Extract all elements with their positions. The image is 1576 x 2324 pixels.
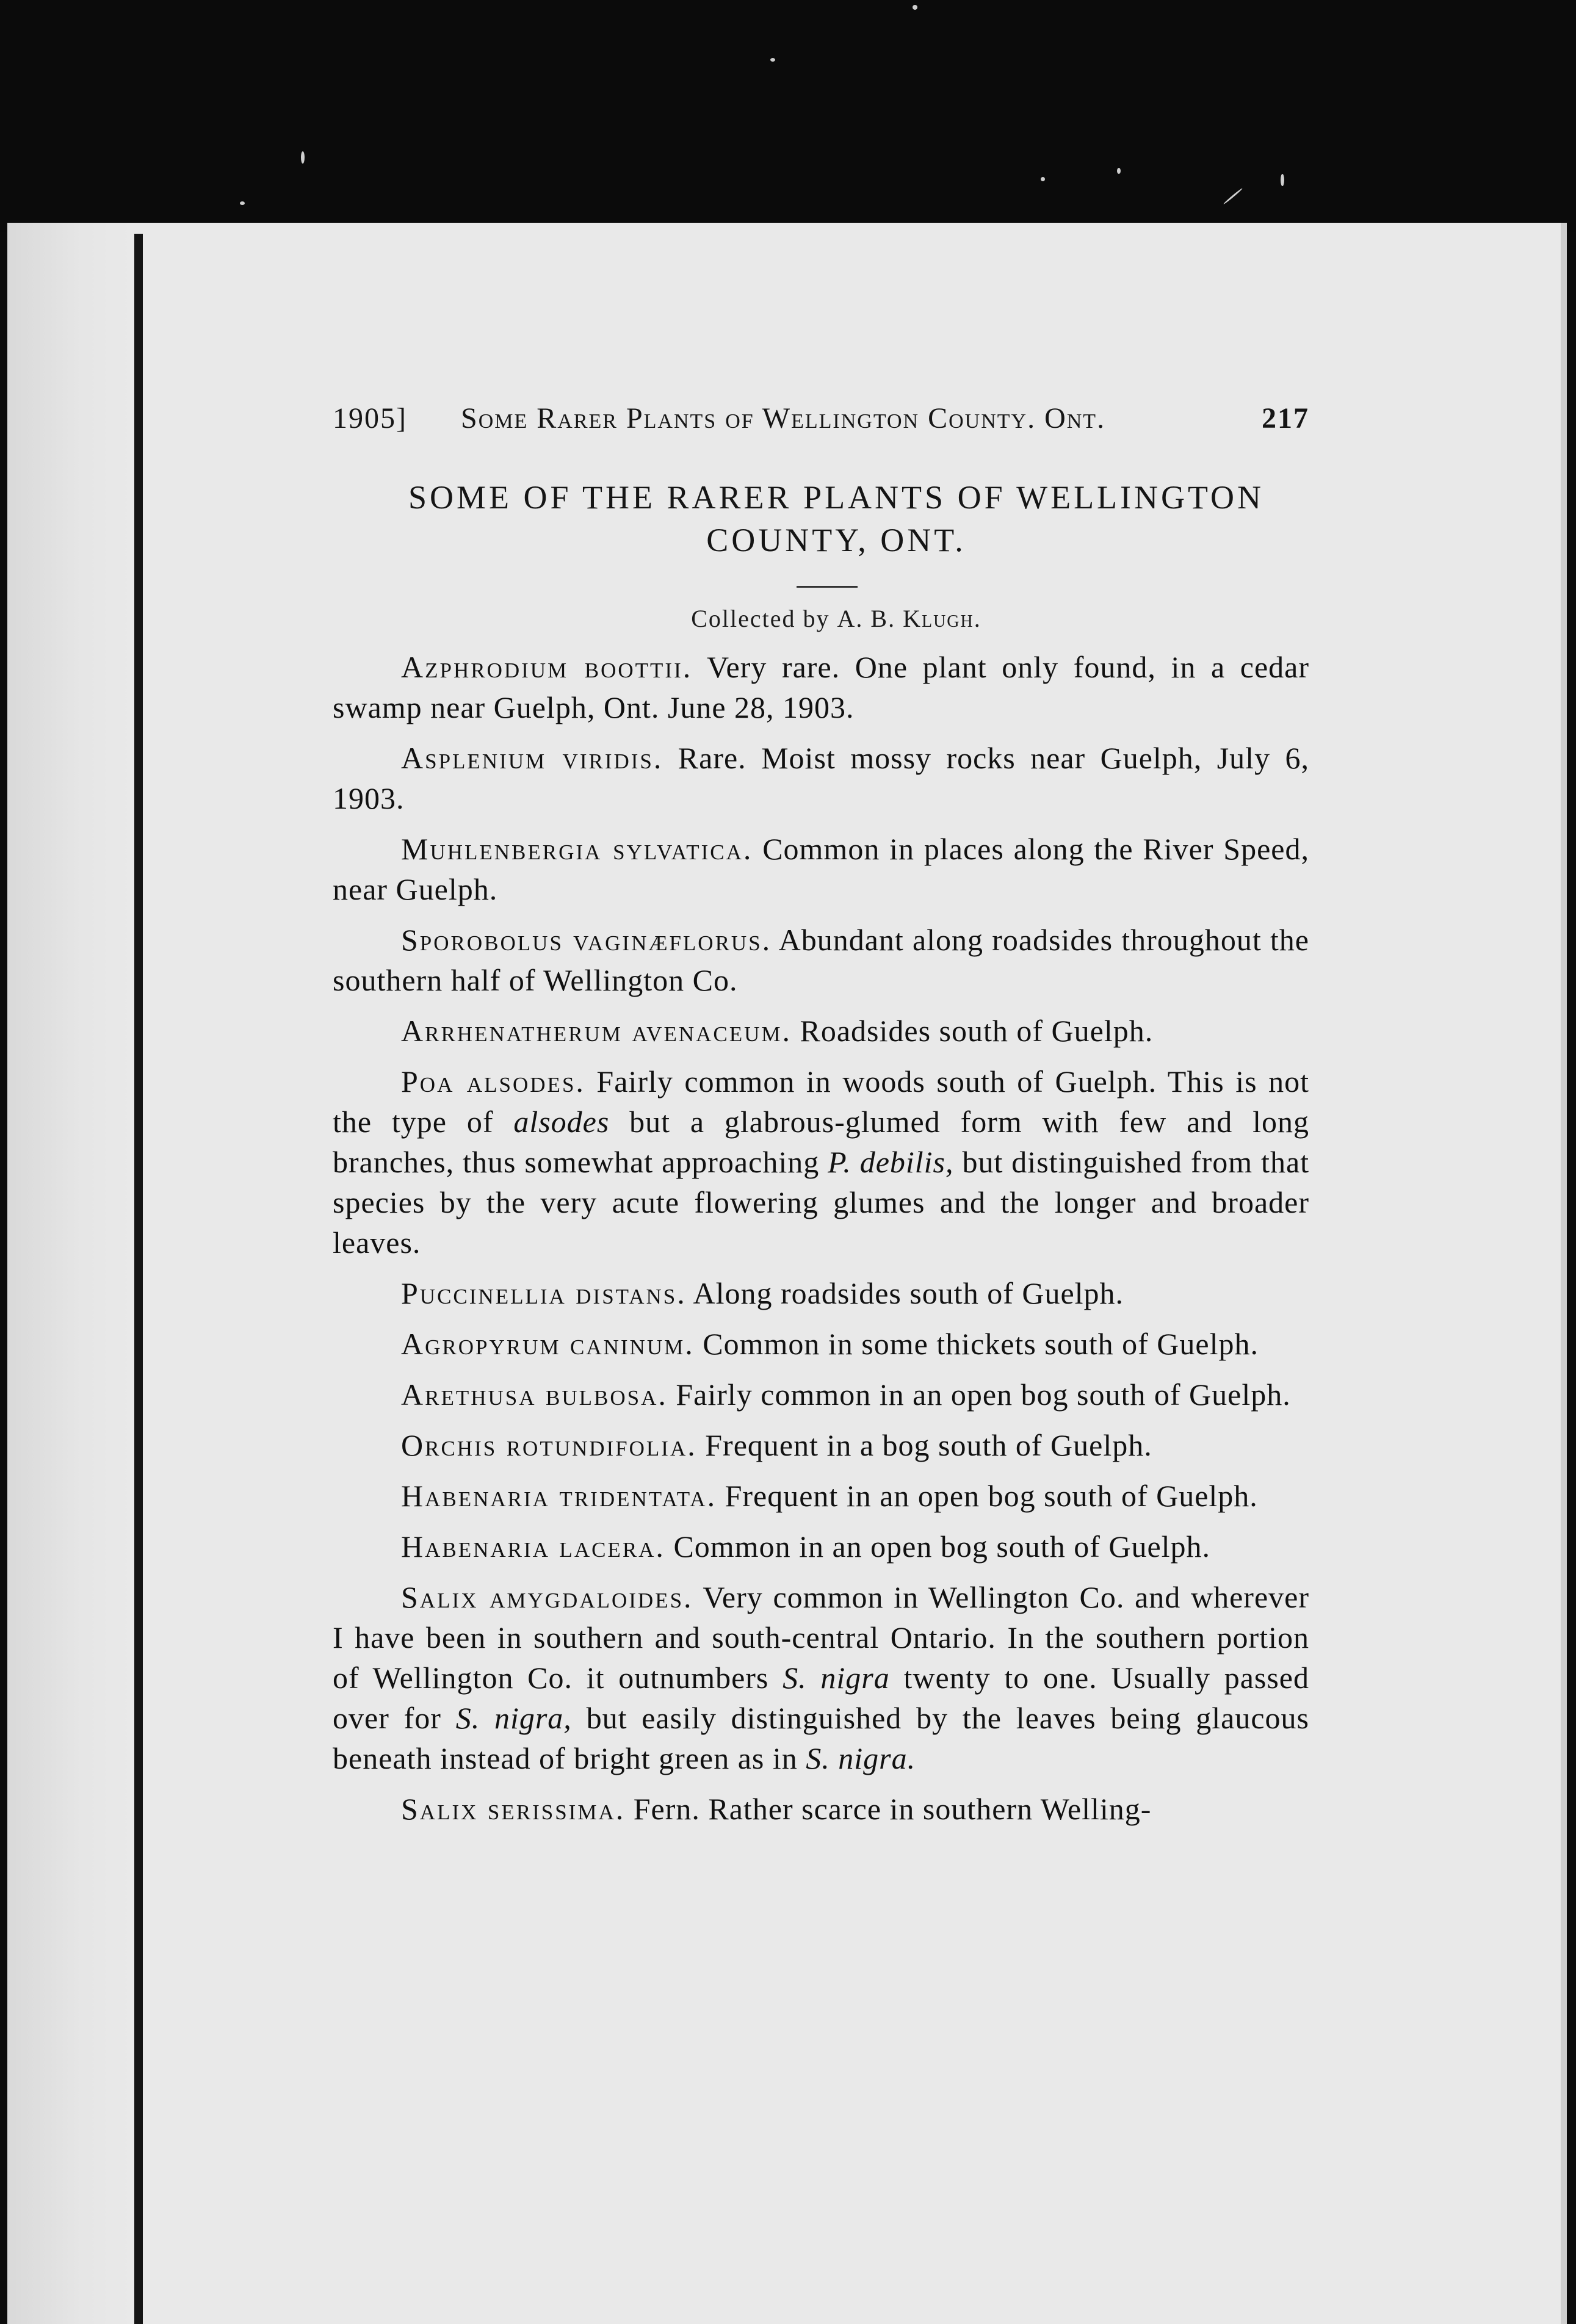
scan-background-top bbox=[0, 0, 1576, 232]
species-name: Poa alsodes. bbox=[401, 1064, 585, 1099]
species-name: Arethusa bulbosa. bbox=[401, 1377, 668, 1412]
species-entry bbox=[333, 1011, 1309, 1051]
article-title-line-1: SOME OF THE RARER PLANTS OF WELLINGTON bbox=[408, 479, 1265, 516]
entry-text: but easily distinguished by the leaves being glaucous beneath instead of bright green as in bbox=[333, 1701, 1309, 1775]
species-entry bbox=[333, 829, 1309, 909]
entry-italic: S. nigra, bbox=[455, 1701, 572, 1735]
species-entry bbox=[333, 1476, 1309, 1516]
scan-speck bbox=[301, 151, 305, 164]
entry-text: Fairly common in woods south of Guelph. This is not the type of bbox=[333, 1064, 1309, 1139]
species-name: Habenaria tridentata. bbox=[401, 1479, 717, 1513]
entry-text: Abundant along roadsides throughout the southern half of Wellington Co. bbox=[333, 923, 1309, 997]
entry-italic: P. debilis, bbox=[828, 1145, 954, 1179]
entry-text: Common in an open bog south of Guelph. bbox=[665, 1529, 1211, 1564]
species-name: Muhlenbergia sylvatica. bbox=[401, 832, 753, 866]
byline bbox=[366, 604, 1306, 633]
species-name: Asplenium viridis. bbox=[401, 741, 663, 775]
entry-italic: S. nigra bbox=[783, 1661, 890, 1695]
scan-speck bbox=[1041, 177, 1045, 181]
entry-text: Along roadsides south of Guelph. bbox=[686, 1276, 1124, 1310]
species-name: Arrhenatherum avenaceum. bbox=[401, 1014, 792, 1048]
species-name: Salix serissima. bbox=[401, 1792, 626, 1826]
species-name: Habenaria lacera. bbox=[401, 1529, 665, 1564]
species-name: Puccinellia distans. bbox=[401, 1276, 687, 1310]
species-entry bbox=[333, 1324, 1309, 1364]
entry-text: Frequent in a bog south of Guelph. bbox=[696, 1428, 1152, 1462]
entry-text: Frequent in an open bog south of Guelph. bbox=[717, 1479, 1258, 1513]
species-entry bbox=[333, 1374, 1309, 1415]
entry-text: Very rare. One plant only found, in a cedar swamp near Guelph, Ont. June 28, 1903. bbox=[333, 650, 1309, 724]
scan-speck bbox=[1281, 174, 1284, 186]
species-name: Agropyrum caninum. bbox=[401, 1327, 695, 1361]
entry-text: Rare. Moist mossy rocks near Guelph, July 6, 1903. bbox=[333, 741, 1309, 815]
species-entry bbox=[333, 1526, 1309, 1567]
species-entry bbox=[333, 1577, 1309, 1778]
title-divider bbox=[797, 586, 858, 588]
entry-italic: S. nigra. bbox=[806, 1741, 916, 1775]
entry-text: Fern. Rather scarce in southern Welling- bbox=[625, 1792, 1152, 1826]
species-name: Orchis rotundifolia. bbox=[401, 1428, 697, 1462]
scan-speck bbox=[913, 5, 917, 10]
entry-text: but a glabrous-glumed form with few and long branches, thus somewhat approaching bbox=[333, 1105, 1309, 1179]
species-entry bbox=[333, 1061, 1309, 1263]
entry-text: Common in some thickets south of Guelph. bbox=[694, 1327, 1259, 1361]
running-head bbox=[333, 402, 1309, 450]
binding-gutter-line bbox=[134, 234, 143, 2324]
species-entry bbox=[333, 738, 1309, 818]
entry-italic: alsodes bbox=[513, 1105, 610, 1139]
entry-text: Fairly common in an open bog south of Guelph. bbox=[667, 1377, 1291, 1412]
byline-prefix: Collected by bbox=[691, 605, 830, 632]
entry-text: Roadsides south of Guelph. bbox=[792, 1014, 1154, 1048]
running-head-year: 1905] bbox=[333, 402, 407, 435]
species-entry bbox=[333, 1425, 1309, 1465]
species-entry bbox=[333, 1789, 1309, 1829]
entry-text: Common in places along the River Speed, near Guelph. bbox=[333, 832, 1309, 906]
article-body bbox=[333, 647, 1309, 1839]
page-number: 217 bbox=[1262, 402, 1309, 435]
scan-speck bbox=[1117, 168, 1121, 174]
article-title bbox=[366, 476, 1306, 561]
entry-text: twenty to one. Usually passed over for bbox=[333, 1661, 1309, 1735]
scan-speck bbox=[1223, 187, 1243, 204]
scan-speck bbox=[240, 201, 245, 205]
species-name: Salix amygdaloides. bbox=[401, 1580, 693, 1614]
byline-author: A. B. Klugh. bbox=[837, 605, 981, 632]
page-right-edge bbox=[1561, 223, 1567, 2324]
entry-text: but distinguished from that species by the very acute flowering glumes and the longer and broader leaves. bbox=[333, 1145, 1310, 1260]
species-name: Azphrodium boottii. bbox=[401, 650, 693, 684]
species-entry bbox=[333, 920, 1309, 1000]
species-entry bbox=[333, 647, 1309, 727]
scan-speck bbox=[770, 58, 775, 62]
article-title-line-2: COUNTY, ONT. bbox=[706, 522, 966, 558]
entry-text: Very common in Wellington Co. and wherever I have been in southern and south-central Ontario. In the southern portion of Wellington Co. it outnumbers bbox=[333, 1580, 1309, 1695]
species-name: Sporobolus vaginæflorus. bbox=[401, 923, 772, 957]
running-head-title: Some Rarer Plants of Wellington County. Ont. bbox=[461, 402, 1106, 435]
binding-shadow bbox=[7, 223, 132, 2324]
species-entry bbox=[333, 1273, 1309, 1313]
